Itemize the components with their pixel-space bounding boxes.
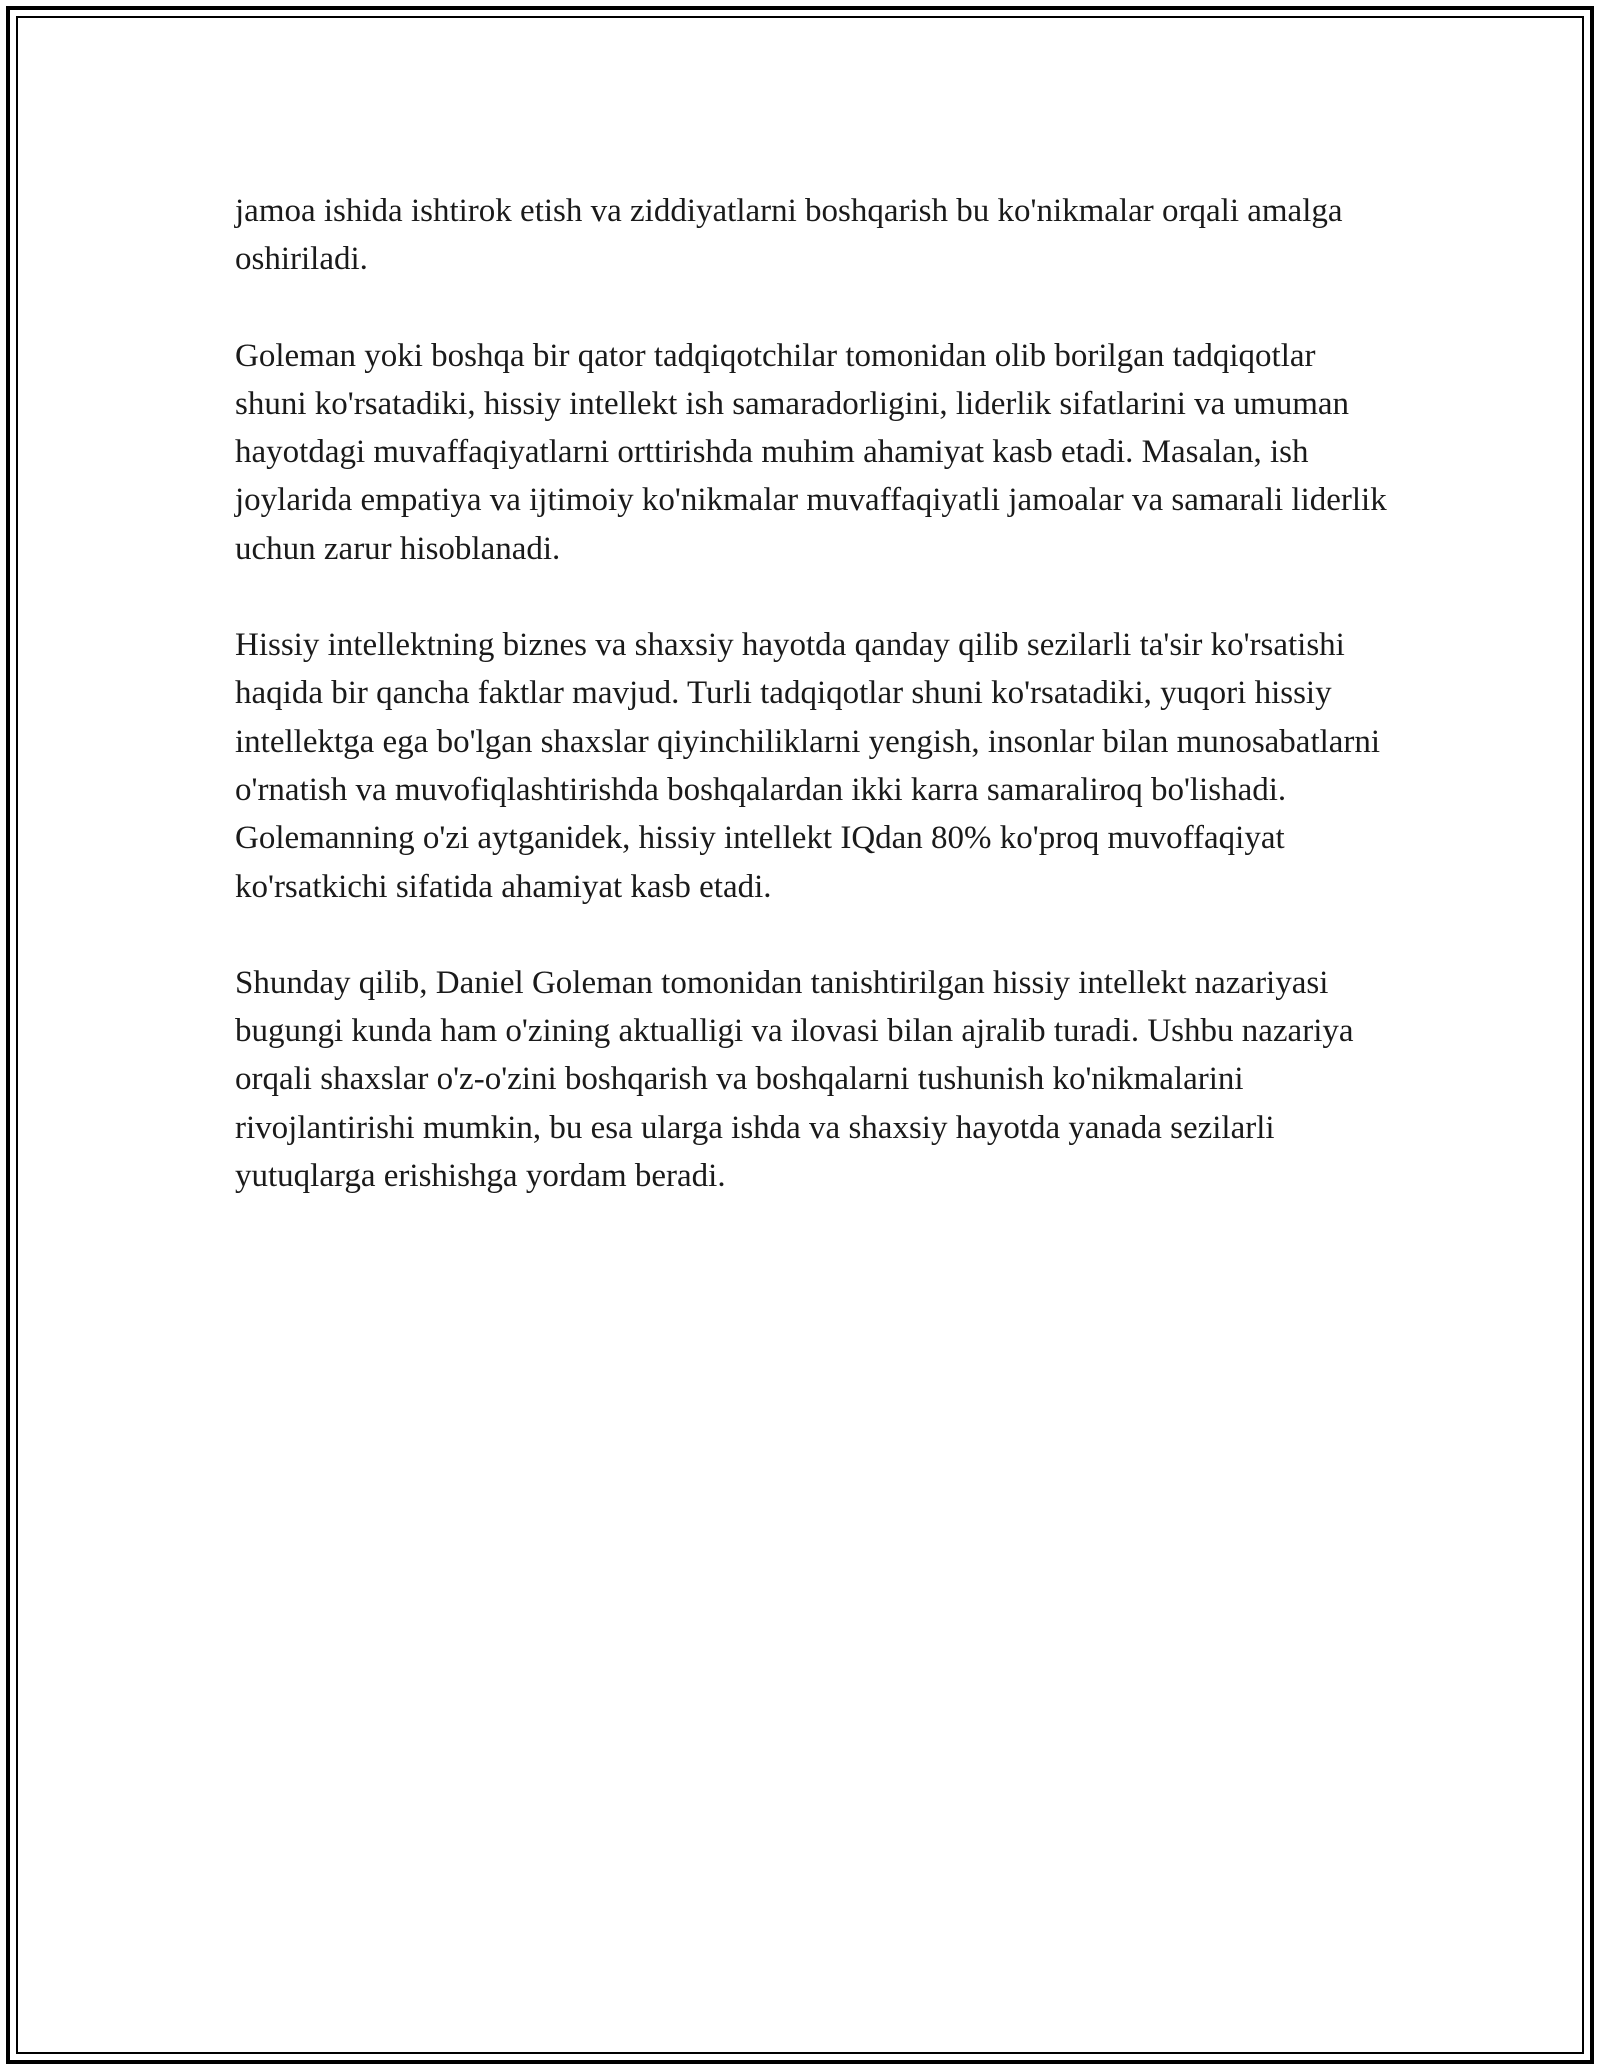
- paragraph-2: Goleman yoki boshqa bir qator tadqiqotchilar tomonidan olib borilgan tadqiqotlar shuni ko'rsatadiki, hissiy intellekt ish samaradorligini, liderlik sifatlarini va umuman hayotdagi muvaffaqiyatlarni orttirishda muhim ahamiyat kasb etadi. Masalan, ish joylarida empatiya va ijtimoiy ko'nikmalar muvaffaqiyatli jamoalar va samarali liderlik uchun zarur hisoblanadi.: [235, 337, 1387, 567]
- document-body: [235, 187, 1395, 1248]
- paragraph-3: Hissiy intellektning biznes va shaxsiy hayotda qanday qilib sezilarli ta'sir ko'rsatishi haqida bir qancha faktlar mavjud. Turli tadqiqotlar shuni ko'rsatadiki, yuqori hissiy intellektga ega bo'lgan shaxslar qiyinchiliklarni yengish, insonlar bilan munosabatlarni o'rnatish va muvofiqlashtirishda boshqalardan ikki karra samaraliroq bo'lishadi. Golemanning o'zi aytganidek, hissiy intellekt IQdan 80% ko'proq muvoffaqiyat ko'rsatkichi sifatida ahamiyat kasb etadi.: [235, 627, 1381, 905]
- paragraph-1: jamoa ishida ishtirok etish va ziddiyatlarni boshqarish bu ko'nikmalar orqali amalga oshiriladi.: [235, 193, 1343, 278]
- paragraph-4: Shunday qilib, Daniel Goleman tomonidan tanishtirilgan hissiy intellekt nazariyasi bugungi kunda ham o'zining aktualligi va ilovasi bilan ajralib turadi. Ushbu nazariya orqali shaxslar o'z-o'zini boshqarish va boshqalarni tushunish ko'nikmalarini rivojlantirishi mumkin, bu esa ularga ishda va shaxsiy hayotda yanada sezilarli yutuqlarga erishishga yordam beradi.: [235, 964, 1354, 1195]
